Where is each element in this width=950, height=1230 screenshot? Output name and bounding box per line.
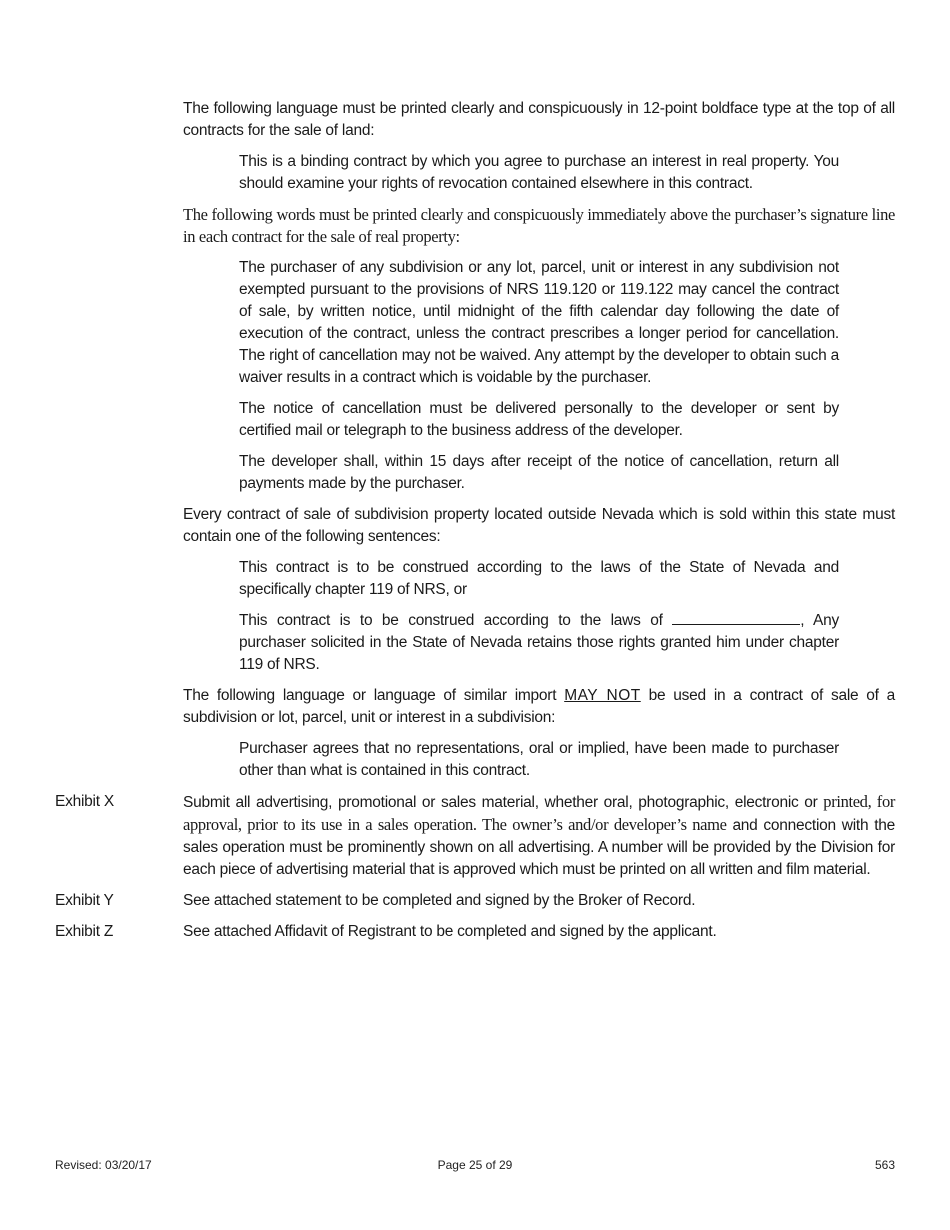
may-not-emphasis: MAY NOT xyxy=(564,687,641,704)
footer-page-number: Page 25 of 29 xyxy=(437,1158,513,1172)
quote-other-state-law xyxy=(239,610,839,676)
state-blank-line xyxy=(672,610,800,625)
quote-other-state-law-start: This contract is to be construed according to the laws of xyxy=(239,612,663,629)
quote-binding-contract: This is a binding contract by which you agree to purchase an interest in real property. You should examine your rights of revocation contained elsewhere in this contract. xyxy=(239,153,839,192)
exhibit-y-text: See attached statement to be completed and signed by the Broker of Record. xyxy=(183,892,696,909)
paragraph-outside-nevada: Every contract of sale of subdivision property located outside Nevada which is sold within this state must contain one of the following sentences: xyxy=(183,506,895,545)
quote-other-state-law-end: , Any purchaser solicited in the State of Nevada retains those rights granted him under chapter 119 of NRS. xyxy=(239,612,840,673)
footer-form-number: 563 xyxy=(874,1158,895,1172)
quote-nevada-law: This contract is to be construed according to the laws of the State of Nevada and specifically chapter 119 of NRS, or xyxy=(239,559,839,598)
exhibit-x-text-line-2: printed, for approval, prior to its use in a sales operation. The owner’s and/or developer’s name xyxy=(183,792,895,834)
paragraph-signature-line-requirement: The following words must be printed clearly and conspicuously immediately above the purchaser’s signature line in each contract for the sale of real property: xyxy=(183,205,895,246)
exhibit-x-text-rest: and connection with the sales operation must be prominently shown on all advertising. A number will be provided by the Division for each piece of advertising material that is approved which must be printed on all written and film material. xyxy=(183,817,895,878)
quote-no-representations: Purchaser agrees that no representations, oral or implied, have been made to purchaser other than what is contained in this contract. xyxy=(239,740,839,779)
exhibit-z xyxy=(55,921,895,943)
exhibit-z-text: See attached Affidavit of Registrant to be completed and signed by the applicant. xyxy=(183,923,717,940)
exhibit-x-label: Exhibit X xyxy=(55,793,114,810)
paragraph-prohibited-language xyxy=(183,685,895,729)
exhibit-z-label: Exhibit Z xyxy=(55,923,114,940)
document-body xyxy=(55,98,896,952)
paragraph-boldface-requirement: The following language must be printed clearly and conspicuously in 12-point boldface type at the top of all contracts for the sale of land: xyxy=(183,100,895,139)
exhibit-y-label: Exhibit Y xyxy=(55,892,114,909)
exhibit-x xyxy=(55,791,895,881)
quote-refund-of-payments: The developer shall, within 15 days after receipt of the notice of cancellation, return all payments made by the purchaser. xyxy=(239,453,839,492)
quote-right-of-cancellation: The purchaser of any subdivision or any lot, parcel, unit or interest in any subdivision not exempted pursuant to the provisions of NRS 119.120 or 119.122 may cancel the contract of sale, by written notice, until midnight of the fifth calendar day following the date of execution of the contract, unless the contract prescribes a longer period for cancellation. The right of cancellation may not be waived. Any attempt by the developer to obtain such a waiver results in a contract which is voidable by the purchaser. xyxy=(239,259,839,386)
exhibit-y xyxy=(55,890,895,912)
prohibited-language-start: The following language or language of similar import xyxy=(183,687,557,704)
quote-notice-of-cancellation: The notice of cancellation must be delivered personally to the developer or sent by certified mail or telegraph to the business address of the developer. xyxy=(239,400,839,439)
footer-revised-date: Revised: 03/20/17 xyxy=(55,1158,152,1172)
exhibit-x-text xyxy=(183,791,895,881)
exhibit-x-text-line-1: Submit all advertising, promotional or sales material, whether oral, photographic, electronic or xyxy=(183,794,818,811)
prohibited-language-end: be used in a contract of sale of a subdivision or lot, parcel, unit or interest in a subdivision: xyxy=(183,687,896,726)
